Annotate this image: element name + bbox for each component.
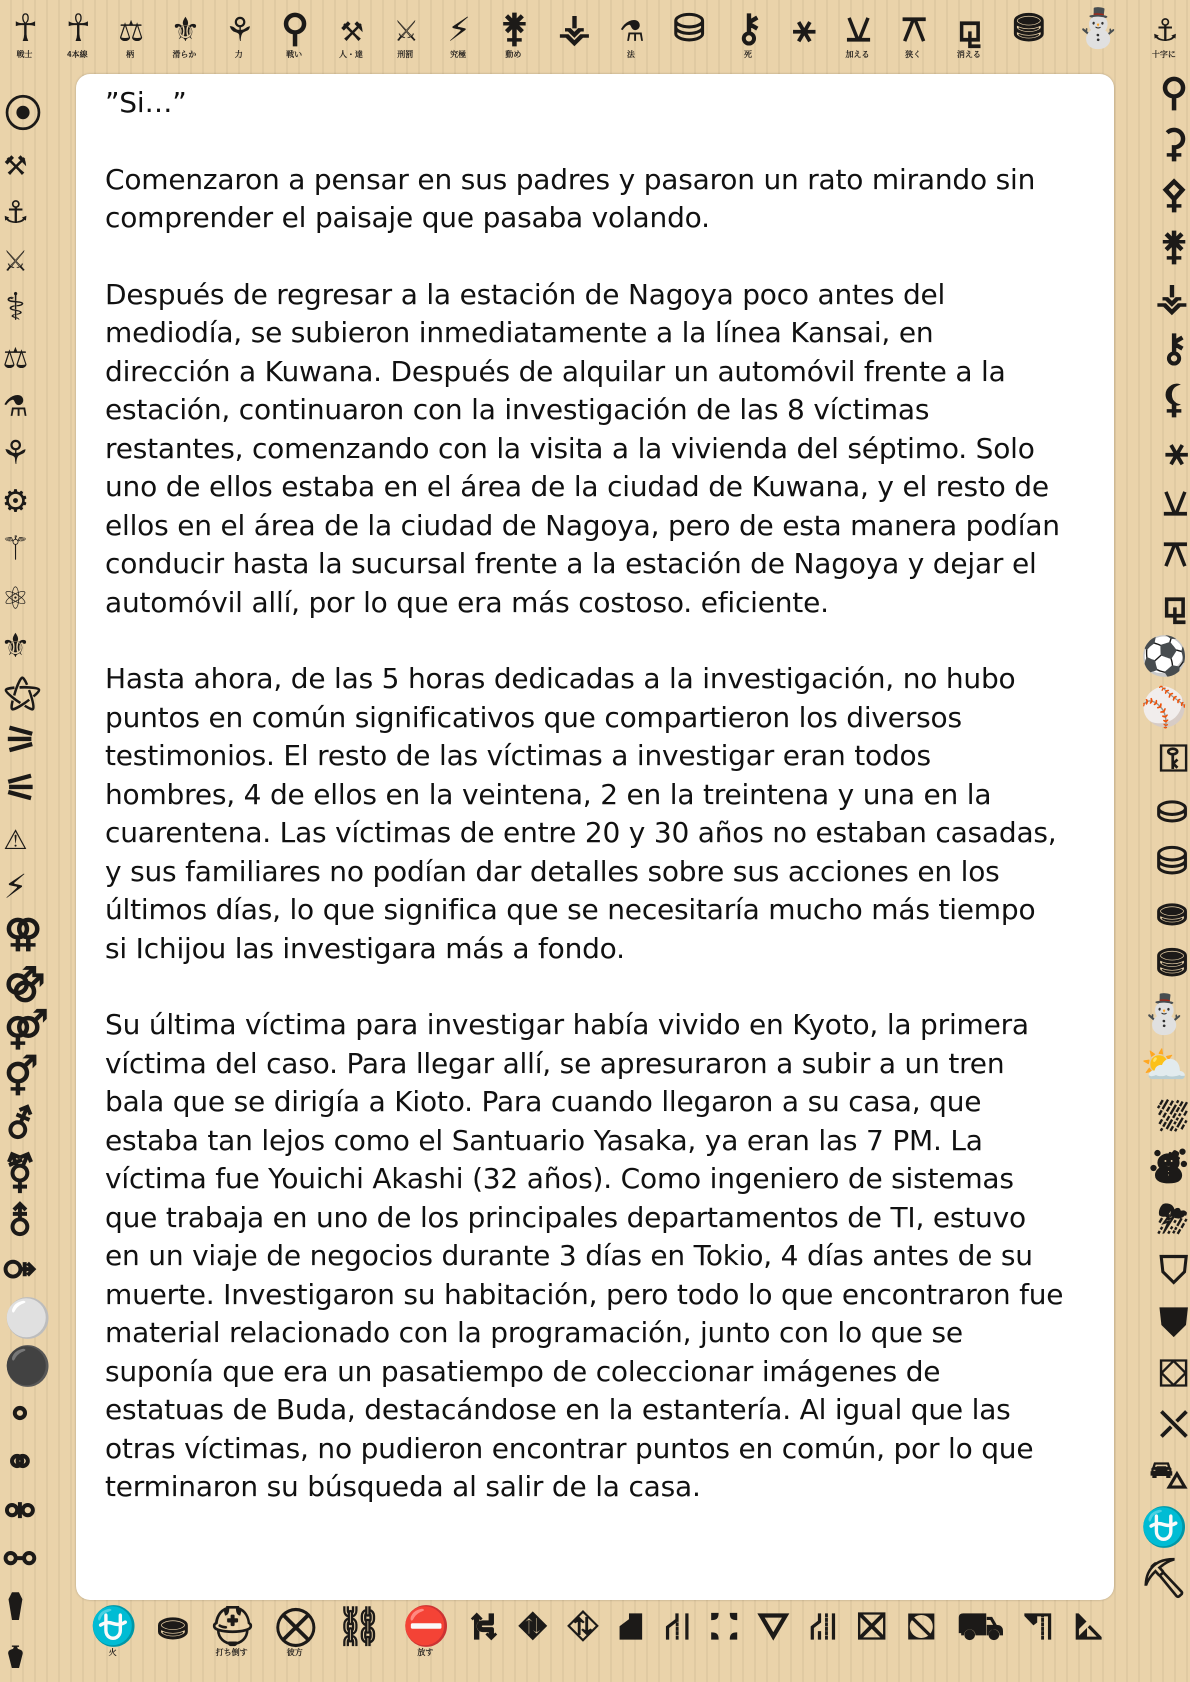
glyph-symbol-icon: ⚔ xyxy=(4,236,25,281)
glyph-icon xyxy=(809,1604,836,1648)
glyph-symbol-icon: ⚿ xyxy=(1159,736,1186,781)
glyph-icon xyxy=(618,1604,643,1648)
glyph-symbol-icon: ⚕ xyxy=(4,284,25,329)
glyph-symbol-icon: ⚻ xyxy=(901,6,925,50)
glyph-caption: 戦い xyxy=(286,50,303,59)
glyph-icon xyxy=(1160,172,1186,216)
glyph-symbol-icon: ⚹ xyxy=(1165,428,1186,473)
glyph-icon xyxy=(120,6,141,60)
glyph-symbol-icon: ⚺ xyxy=(845,6,870,50)
glyph-icon xyxy=(1152,6,1176,60)
glyph-icon xyxy=(1150,1146,1186,1190)
glyph-icon xyxy=(395,6,416,60)
glyph-icon xyxy=(4,622,74,666)
glyph-symbol-icon: ⚒ xyxy=(340,6,362,50)
glyph-icon xyxy=(4,333,74,377)
glyph-icon xyxy=(1013,6,1043,50)
glyph-symbol-icon: ⛞ xyxy=(905,1604,935,1648)
glyph-symbol-icon: ⚮ xyxy=(4,1488,34,1533)
glyph-symbol-icon: ⛋ xyxy=(1159,1350,1186,1395)
left-glyph-border xyxy=(4,92,74,1677)
glyph-symbol-icon: ⚤ xyxy=(4,1006,47,1051)
glyph-icon xyxy=(757,1604,787,1648)
glyph-caption: 究極 xyxy=(450,50,467,59)
glyph-icon xyxy=(4,1440,74,1484)
glyph-icon xyxy=(1141,1043,1186,1087)
glyph-symbol-icon: ⛁ xyxy=(673,6,704,50)
glyph-icon xyxy=(4,285,74,329)
glyph-icon xyxy=(568,1604,596,1648)
glyph-icon xyxy=(14,6,35,60)
glyph-icon xyxy=(500,6,526,60)
glyph-symbol-icon: ⚘ xyxy=(228,6,250,50)
paragraph-4: Su última víctima para investigar había vivido en Kyoto, la primera víctima del caso. Para llegar allí, se apresuraron a subir a un tren bala que se dirigía a Kioto. Para cuando llegaron a su casa, que estaba tan lejos como el Santuario Yasaka, ya eran las 7 PM. La víctima fue Youichi Akashi (32 años). Como ingeniero de sistemas que trabaja en uno de los principales departamentos de TI, estuvo en un viaje de negocios durante 3 días en Tokio, 4 días antes de su muerte. Investigaron su habitación, pero todo lo que encontraron fue material relacionado con la programación, junto con lo que se suponía que era un pasatiempo de coleccionar imágenes de estatuas de Buda, destacándose en la estantería. Al igual que las otras víctimas, no pudieron encontrar puntos en común, por lo que terminaron su búsqueda al salir de la casa. xyxy=(105,1008,1064,1503)
glyph-icon xyxy=(1075,6,1120,50)
glyph-icon xyxy=(157,1604,187,1648)
glyph-symbol-icon: ⛑ xyxy=(208,1604,255,1648)
glyph-symbol-icon: ⚜ xyxy=(173,6,195,50)
glyph-icon xyxy=(906,1604,935,1648)
glyph-symbol-icon: ⦿ xyxy=(4,92,41,136)
glyph-icon xyxy=(4,188,74,232)
glyph-icon xyxy=(1156,275,1186,319)
glyph-caption: 法 xyxy=(626,50,635,59)
glyph-symbol-icon: ⛍ xyxy=(1148,1453,1186,1498)
glyph-caption: 狭く xyxy=(905,50,922,59)
glyph-icon xyxy=(664,1604,689,1648)
glyph-symbol-icon: ⛌ xyxy=(1159,1402,1186,1447)
glyph-caption: 滑らか xyxy=(172,50,197,59)
glyph-caption: 戦士 xyxy=(16,50,33,59)
glyph-caption: 彼方 xyxy=(286,1648,303,1657)
glyph-symbol-icon: ⚻ xyxy=(1162,531,1186,576)
glyph-caption: 力 xyxy=(234,50,243,59)
glyph-icon xyxy=(4,1296,74,1340)
glyph-symbol-icon: ⚠ xyxy=(4,814,25,859)
glyph-icon xyxy=(711,1604,736,1648)
glyph-icon xyxy=(735,6,761,60)
glyph-symbol-icon: ⛛ xyxy=(757,1604,788,1648)
glyph-symbol-icon: ⛅ xyxy=(1140,1043,1186,1088)
glyph-icon xyxy=(403,1604,448,1658)
glyph-caption: 刑罰 xyxy=(397,50,414,59)
glyph-icon xyxy=(4,1344,74,1388)
glyph-symbol-icon: ⚭ xyxy=(4,1440,34,1485)
glyph-symbol-icon: ⛜ xyxy=(809,1604,836,1648)
glyph-icon xyxy=(793,6,814,50)
glyph-symbol-icon: ⚾ xyxy=(1140,684,1186,729)
glyph-icon xyxy=(281,6,307,60)
glyph-symbol-icon: ⚫ xyxy=(4,1344,50,1389)
glyph-icon xyxy=(1141,992,1186,1036)
glyph-icon xyxy=(1160,377,1186,421)
paragraph-2: Después de regresar a la estación de Nagoya poco antes del mediodía, se subieron inmediatamente a la línea Kansai, en dirección a Kuwana. Después de alquilar un automóvil frente a la estación, continuaron con la investigación de las 8 víctimas restantes, comenzando con la visita a la vivienda del séptimo. Solo uno de ellos estaba en el área de la ciudad de Kuwana, y el resto de ellos en el área de la ciudad de Nagoya, pero de esta manera podían conducir hasta la sucursal frente a la estación de Nagoya y dejar el automóvil allí, por lo que era más costoso. eficiente. xyxy=(105,277,1060,619)
glyph-symbol-icon: ⚜ xyxy=(4,621,25,666)
glyph-symbol-icon: ⚶ xyxy=(558,6,589,50)
glyph-symbol-icon: ⚲ xyxy=(281,6,308,50)
glyph-icon xyxy=(956,1604,1002,1648)
glyph-symbol-icon: ⚢ xyxy=(4,910,41,955)
glyph-symbol-icon: ⛉ xyxy=(1159,1248,1186,1293)
glyph-symbol-icon: ⚗ xyxy=(4,380,25,425)
glyph-symbol-icon: ⛙ xyxy=(664,1604,689,1648)
glyph-caption: 人・達 xyxy=(338,50,363,59)
glyph-icon xyxy=(90,1604,135,1658)
glyph-icon xyxy=(1156,787,1186,831)
glyph-icon xyxy=(1159,736,1186,780)
glyph-icon xyxy=(4,1055,74,1099)
glyph-symbol-icon: ⚙ xyxy=(4,477,25,522)
glyph-symbol-icon: ⚶ xyxy=(1155,274,1186,319)
right-glyph-border xyxy=(1118,70,1186,1600)
glyph-symbol-icon: ⛏ xyxy=(1139,1555,1186,1600)
glyph-symbol-icon: ⛚ xyxy=(710,1604,736,1648)
glyph-icon xyxy=(901,6,924,60)
glyph-symbol-icon: ⛄ xyxy=(1074,6,1120,50)
glyph-icon xyxy=(1024,1604,1052,1648)
glyph-symbol-icon: ⛃ xyxy=(1012,6,1043,50)
glyph-icon xyxy=(4,236,74,280)
glyph-icon xyxy=(1159,1351,1186,1395)
glyph-symbol-icon: ⚡ xyxy=(4,862,25,907)
glyph-icon xyxy=(4,429,74,473)
glyph-symbol-icon: ⚳ xyxy=(1160,121,1186,166)
glyph-icon xyxy=(1162,582,1186,626)
glyph-symbol-icon: ⛇ xyxy=(1149,1145,1186,1190)
glyph-symbol-icon: ⚺ xyxy=(1162,479,1186,524)
glyph-icon xyxy=(4,140,74,184)
glyph-icon xyxy=(846,6,870,60)
glyph-icon xyxy=(4,863,74,907)
glyph-icon xyxy=(1159,1300,1186,1344)
glyph-icon xyxy=(1163,480,1186,524)
glyph-symbol-icon: ⛔ xyxy=(402,1604,449,1648)
bottom-glyph-border xyxy=(90,1604,1100,1678)
glyph-icon xyxy=(208,1604,254,1658)
glyph-icon xyxy=(1149,1453,1186,1497)
glyph-icon xyxy=(4,1537,74,1581)
glyph-symbol-icon: ⚘ xyxy=(4,429,25,474)
glyph-icon xyxy=(558,6,588,50)
glyph-symbol-icon: ⛠ xyxy=(1023,1604,1052,1648)
glyph-symbol-icon: ⛡ xyxy=(1073,1604,1100,1648)
glyph-icon xyxy=(335,1604,381,1648)
glyph-symbol-icon: ⚛ xyxy=(4,573,25,618)
glyph-icon xyxy=(4,574,74,618)
glyph-symbol-icon: ⛀ xyxy=(1156,787,1186,832)
glyph-symbol-icon: ⛂ xyxy=(156,1604,187,1648)
glyph-caption: 放す xyxy=(417,1648,434,1657)
glyph-icon xyxy=(1160,224,1186,268)
glyph-icon xyxy=(4,477,74,521)
glyph-icon xyxy=(1156,839,1186,883)
glyph-icon xyxy=(1159,1248,1186,1292)
glyph-icon xyxy=(172,6,196,60)
glyph-symbol-icon: ⛗ xyxy=(567,1604,597,1648)
glyph-symbol-icon: ⛝ xyxy=(857,1604,885,1648)
glyph-caption: 死 xyxy=(743,50,752,59)
glyph-symbol-icon: ⚔ xyxy=(394,6,416,50)
glyph-icon xyxy=(1163,531,1186,575)
glyph-icon xyxy=(673,6,703,50)
glyph-symbol-icon: ⚼ xyxy=(956,6,981,50)
glyph-caption: 消える xyxy=(956,50,981,59)
glyph-symbol-icon: ⛓ xyxy=(334,1604,382,1648)
glyph-symbol-icon: ⚩ xyxy=(4,1247,34,1292)
glyph-icon xyxy=(470,1604,496,1648)
glyph-icon xyxy=(1141,1505,1186,1549)
glyph-symbol-icon: ⚚ xyxy=(4,525,25,570)
glyph-symbol-icon: ⚝ xyxy=(4,669,39,714)
glyph-icon xyxy=(4,670,74,714)
glyph-icon xyxy=(1141,634,1186,678)
story-text xyxy=(105,84,1065,1507)
glyph-caption: 4本線 xyxy=(66,50,88,59)
glyph-symbol-icon: ⚼ xyxy=(1161,582,1186,627)
glyph-icon xyxy=(4,766,74,810)
glyph-symbol-icon: ⛃ xyxy=(1156,940,1186,985)
glyph-symbol-icon: ⚒ xyxy=(4,140,25,185)
glyph-symbol-icon: ⚓ xyxy=(1153,6,1175,50)
glyph-symbol-icon: ⛄ xyxy=(1140,992,1186,1037)
glyph-symbol-icon: ⚰ xyxy=(4,1584,25,1629)
glyph-symbol-icon: ⛊ xyxy=(1159,1299,1186,1344)
glyph-symbol-icon: ⚲ xyxy=(1160,70,1186,114)
glyph-icon xyxy=(1158,1095,1186,1139)
glyph-caption: 動め xyxy=(505,50,522,59)
glyph-symbol-icon: ⚗ xyxy=(620,6,642,50)
glyph-symbol-icon: ⚡ xyxy=(447,6,469,50)
glyph-symbol-icon: ⛆ xyxy=(1157,1094,1186,1139)
glyph-symbol-icon: ⚦ xyxy=(4,1103,34,1148)
top-glyph-border xyxy=(14,6,1176,70)
glyph-icon xyxy=(448,6,469,60)
glyph-icon xyxy=(228,6,249,60)
glyph-symbol-icon: ⚥ xyxy=(4,1055,37,1100)
glyph-icon xyxy=(1160,121,1186,165)
glyph-icon xyxy=(1158,1197,1186,1241)
glyph-symbol-icon: ☥ xyxy=(66,6,88,50)
glyph-symbol-icon: ⚷ xyxy=(1160,326,1186,371)
glyph-symbol-icon: ☥ xyxy=(14,6,35,50)
glyph-symbol-icon: ⚹ xyxy=(792,6,814,50)
glyph-symbol-icon: ⚨ xyxy=(4,1199,34,1244)
glyph-symbol-icon: ⚴ xyxy=(1160,172,1186,217)
glyph-icon xyxy=(4,1151,74,1195)
glyph-symbol-icon: ⛎ xyxy=(90,1604,136,1648)
glyph-icon xyxy=(1156,890,1186,934)
glyph-icon xyxy=(4,525,74,569)
glyph-symbol-icon: ⛎ xyxy=(1140,1504,1186,1549)
glyph-icon xyxy=(1165,429,1186,473)
glyph-icon xyxy=(4,1489,74,1533)
glyph-caption: 加える xyxy=(845,50,870,59)
glyph-symbol-icon: ⚯ xyxy=(4,1536,34,1581)
glyph-caption: 十字に xyxy=(1151,50,1176,59)
glyph-symbol-icon: ⛕ xyxy=(469,1604,497,1648)
glyph-symbol-icon: ⚞ xyxy=(4,718,37,763)
glyph-icon xyxy=(4,381,74,425)
glyph-symbol-icon: ⚸ xyxy=(1160,377,1186,422)
glyph-symbol-icon: ⚖ xyxy=(119,6,141,50)
glyph-symbol-icon: ⚖ xyxy=(4,332,25,377)
glyph-symbol-icon: ⚵ xyxy=(1160,223,1186,268)
glyph-caption: 打ち倒す xyxy=(215,1648,248,1657)
glyph-symbol-icon: ⚷ xyxy=(735,6,761,50)
glyph-symbol-icon: ⛁ xyxy=(1156,838,1186,883)
glyph-icon xyxy=(620,6,641,60)
dialogue-line: ”Si…” xyxy=(105,86,187,119)
glyph-icon xyxy=(4,1200,74,1244)
glyph-icon xyxy=(4,1007,74,1051)
glyph-icon xyxy=(4,959,74,1003)
paragraph-1: Comenzaron a pensar en sus padres y pasaron un rato mirando sin comprender el paisaje que pasaba volando. xyxy=(105,162,1036,234)
glyph-symbol-icon: ⚧ xyxy=(4,1151,34,1196)
glyph-icon xyxy=(1140,1556,1186,1600)
glyph-symbol-icon: ⚣ xyxy=(4,958,44,1003)
glyph-symbol-icon: ⚵ xyxy=(500,6,527,50)
glyph-icon xyxy=(4,718,74,762)
glyph-symbol-icon: ⚱ xyxy=(4,1633,25,1677)
glyph-symbol-icon: ⛂ xyxy=(1156,889,1186,934)
glyph-icon xyxy=(857,1604,884,1648)
glyph-icon xyxy=(67,6,88,60)
glyph-symbol-icon: ⚓ xyxy=(4,188,25,233)
glyph-icon xyxy=(4,1392,74,1436)
glyph-icon xyxy=(518,1604,546,1648)
glyph-symbol-icon: ⚽ xyxy=(1140,633,1186,678)
glyph-caption: 火 xyxy=(108,1648,117,1657)
glyph-icon xyxy=(339,6,363,60)
glyph-icon xyxy=(4,1248,74,1292)
glyph-icon xyxy=(1160,326,1186,370)
glyph-icon xyxy=(4,1103,74,1147)
glyph-symbol-icon: ⚟ xyxy=(4,766,37,811)
paragraph-3: Hasta ahora, de las 5 horas dedicadas a la investigación, no hubo puntos en común significativos que compartieron los diversos testimonios. El resto de las víctimas a investigar eran todos hombres, 4 de ellos en la veintena, 2 en la treintena y una en la cuarentena. Las víctimas de entre 20 y 30 años no estaban casadas, y sus familiares no podían dar detalles sobre sus acciones en los últimos días, lo que significa que se necesitaría mucho más tiempo si Ichijou las investigara más a fondo. xyxy=(105,662,1057,965)
glyph-icon xyxy=(1160,70,1186,114)
glyph-icon xyxy=(957,6,981,60)
glyph-symbol-icon: ⛖ xyxy=(517,1604,547,1648)
glyph-symbol-icon: ⛒ xyxy=(276,1604,314,1648)
glyph-icon xyxy=(1141,685,1186,729)
glyph-icon xyxy=(4,911,74,955)
glyph-symbol-icon: ⚪ xyxy=(4,1295,50,1340)
glyph-icon xyxy=(276,1604,313,1658)
glyph-symbol-icon: ⛟ xyxy=(956,1604,1003,1648)
glyph-symbol-icon: ⚬ xyxy=(4,1392,34,1437)
glyph-icon xyxy=(1073,1604,1100,1648)
glyph-icon xyxy=(1160,1402,1186,1446)
glyph-symbol-icon: ⛘ xyxy=(617,1604,643,1648)
glyph-icon xyxy=(4,814,74,858)
glyph-symbol-icon: ⛈ xyxy=(1157,1197,1186,1242)
glyph-caption: 柄 xyxy=(126,50,135,59)
glyph-icon xyxy=(4,92,74,136)
glyph-icon xyxy=(1156,941,1186,985)
glyph-icon xyxy=(4,1633,74,1677)
glyph-icon xyxy=(4,1585,74,1629)
